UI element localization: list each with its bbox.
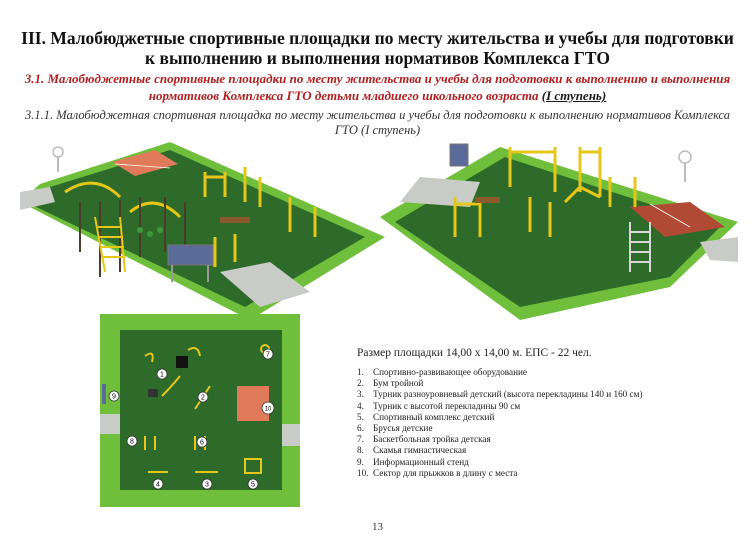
- equipment-item: 6. Брусья детские: [357, 423, 433, 434]
- plan-marker-10: [262, 402, 274, 414]
- plan-marker-7: [263, 349, 273, 359]
- equipment-item: 4. Турник с высотой перекладины 90 см: [357, 400, 521, 411]
- equipment-list: [357, 367, 737, 479]
- plan-marker-6: [197, 437, 207, 447]
- svg-text:4: 4: [156, 481, 160, 489]
- svg-text:7: 7: [266, 351, 270, 359]
- equipment-item: 10. Сектор для прыжков в длину с места: [357, 467, 518, 478]
- svg-text:2: 2: [201, 394, 205, 402]
- equipment-item: 9. Информационный стенд: [357, 456, 469, 467]
- section-title: [20, 70, 735, 104]
- equipment-item: 1. Спортивно-развивающее оборудование: [357, 367, 528, 377]
- section-title-text: 3.1. Малобюджетные спортивные площадки по месту жительства и учебы для подготовки к выполнению и выполнения нормативов Комплекса ГТО детьми младшего школьного возраста: [24, 71, 731, 103]
- plan-marker-3: [202, 479, 212, 489]
- equipment-item: 5. Спортивный комплекс детский: [357, 411, 495, 422]
- svg-text:5: 5: [251, 481, 255, 489]
- svg-text:9: 9: [112, 393, 116, 401]
- svg-text:8: 8: [130, 438, 134, 446]
- page-number: 13: [372, 521, 383, 533]
- plan-marker-8: [127, 436, 137, 446]
- subsection-title: 3.1.1. Малобюджетная спортивная площадка по месту жительства и учебы для подготовки к выполнению нормативов Комплекса ГТО (I ступень): [25, 108, 730, 137]
- equipment-item: 8. Скамья гимнастическая: [357, 445, 467, 456]
- equipment-item: 2. Бум тройной: [357, 378, 424, 389]
- page-heading: III. Малобюджетные спортивные площадки по месту жительства и учебы для подготовки к выполнению и выполнения нормативов Комплекса ГТО: [21, 28, 734, 68]
- svg-text:3: 3: [205, 481, 209, 489]
- playground-render-right: [380, 142, 738, 322]
- svg-text:1: 1: [160, 371, 164, 379]
- svg-text:10: 10: [264, 406, 272, 413]
- plan-marker-1: [157, 369, 167, 379]
- playground-render-left: [20, 142, 385, 322]
- area-size: Размер площадки 14,00 х 14,00 м. ЕПС - 22 чел.: [357, 347, 592, 359]
- equipment-item: 7. Баскетбольная тройка детская: [357, 434, 491, 445]
- section-title-stage: (I ступень): [541, 88, 607, 103]
- equipment-item: 3. Турник разноуровневый детский (высота перекладины 140 и 160 см): [357, 389, 643, 400]
- plan-marker-2: [198, 392, 208, 402]
- svg-text:6: 6: [200, 439, 204, 447]
- playground-plan: [100, 314, 300, 507]
- plan-marker-9: [109, 391, 119, 401]
- plan-marker-4: [153, 479, 163, 489]
- equipment-info: [357, 347, 737, 479]
- plan-marker-5: [248, 479, 258, 489]
